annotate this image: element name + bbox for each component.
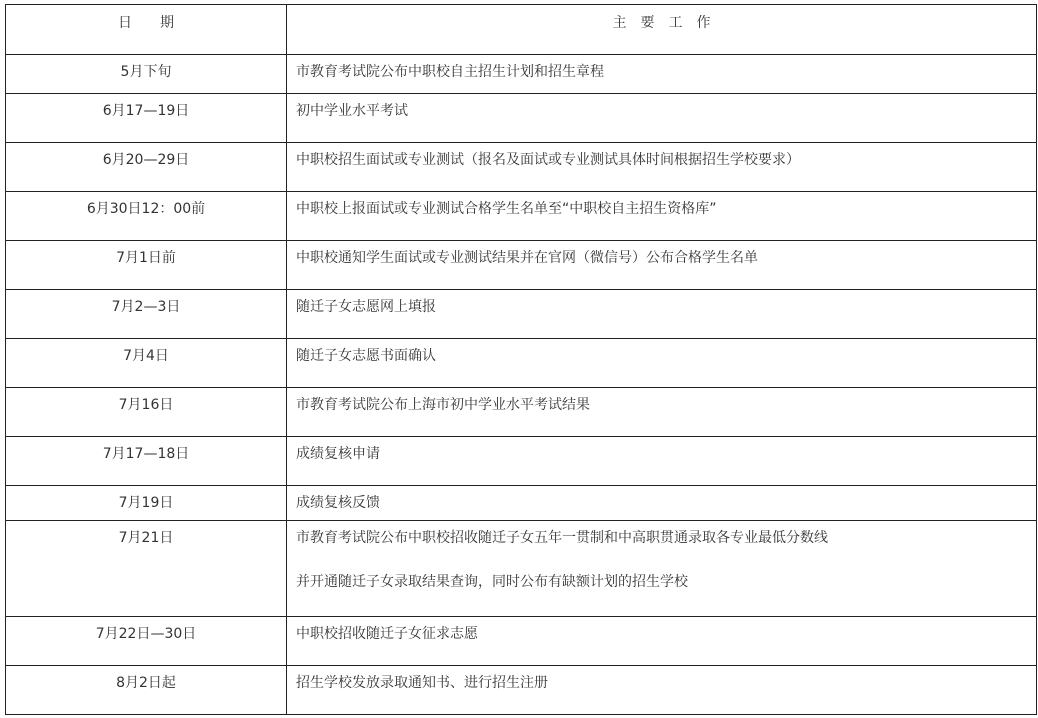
table-row	[6, 192, 1037, 241]
admission-schedule-table	[5, 4, 1037, 715]
row-work: 中职校招生面试或专业测试（报名及面试或专业测试具体时间根据招生学校要求）	[287, 143, 1037, 192]
row-work: 市教育考试院公布上海市初中学业水平考试结果	[287, 388, 1037, 437]
row-work: 中职校招收随迁子女征求志愿	[287, 617, 1037, 666]
row-work: 随迁子女志愿网上填报	[287, 290, 1037, 339]
row-date: 7月4日	[6, 339, 287, 388]
row-date: 5月下旬	[6, 55, 287, 94]
row-date: 7月1日前	[6, 241, 287, 290]
row-work: 中职校上报面试或专业测试合格学生名单至“中职校自主招生资格库”	[287, 192, 1037, 241]
row-work: 成绩复核反馈	[287, 486, 1037, 521]
row-date: 6月17—19日	[6, 94, 287, 143]
row-date: 6月20—29日	[6, 143, 287, 192]
table-row	[6, 486, 1037, 521]
table-row	[6, 388, 1037, 437]
table-row	[6, 290, 1037, 339]
table-row	[6, 94, 1037, 143]
row-work: 市教育考试院公布中职校自主招生计划和招生章程	[287, 55, 1037, 94]
row-date: 7月2—3日	[6, 290, 287, 339]
row-work	[287, 521, 1037, 617]
header-work: 主 要 工 作	[287, 5, 1037, 55]
row-date: 8月2日起	[6, 666, 287, 715]
row-work-line: 市教育考试院公布中职校招收随迁子女五年一贯制和中高职贯通录取各专业最低分数线	[296, 530, 828, 546]
row-date: 7月17—18日	[6, 437, 287, 486]
row-work: 随迁子女志愿书面确认	[287, 339, 1037, 388]
row-date: 7月22日—30日	[6, 617, 287, 666]
table-row	[6, 143, 1037, 192]
table-row	[6, 55, 1037, 94]
row-date: 6月30日12：00前	[6, 192, 287, 241]
table-row	[6, 666, 1037, 715]
row-work: 成绩复核申请	[287, 437, 1037, 486]
table-row	[6, 521, 1037, 617]
row-work: 中职校通知学生面试或专业测试结果并在官网（微信号）公布合格学生名单	[287, 241, 1037, 290]
row-date: 7月16日	[6, 388, 287, 437]
table-header-row	[6, 5, 1037, 55]
table-row	[6, 437, 1037, 486]
header-date: 日 期	[6, 5, 287, 55]
row-date: 7月21日	[6, 521, 287, 617]
row-work: 初中学业水平考试	[287, 94, 1037, 143]
row-work-line: 并开通随迁子女录取结果查询，同时公布有缺额计划的招生学校	[296, 574, 688, 590]
table-row	[6, 617, 1037, 666]
row-work: 招生学校发放录取通知书、进行招生注册	[287, 666, 1037, 715]
row-date: 7月19日	[6, 486, 287, 521]
table-row	[6, 339, 1037, 388]
table-row	[6, 241, 1037, 290]
